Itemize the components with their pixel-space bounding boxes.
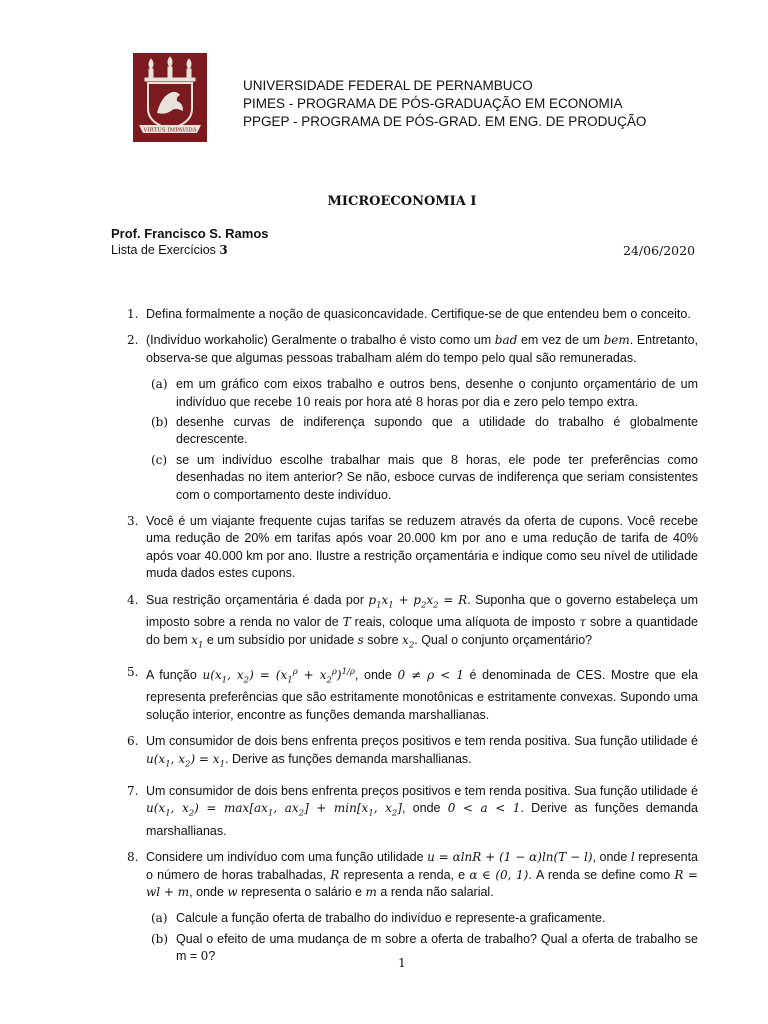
page-number: 1 — [398, 956, 406, 970]
math-run: ) = x — [190, 751, 220, 766]
math-run: ) = max[ax — [194, 800, 268, 815]
question-text — [146, 664, 698, 725]
question-number: 1. — [127, 307, 139, 321]
question-text — [146, 783, 698, 841]
math-sub: 1 — [165, 808, 171, 819]
math-tau: τ — [579, 615, 586, 630]
text-run: sobre a quantidade do bem — [146, 615, 699, 647]
text-run: , onde — [354, 667, 398, 682]
header-line-university: UNIVERSIDADE FEDERAL DE PERNAMBUCO — [243, 78, 533, 93]
question-text — [146, 849, 698, 901]
question-text: Defina formalmente a noção de quasiconcavidade. Certifique-se de que entendeu bem o conceito. — [146, 307, 691, 321]
math-bem: bem — [603, 333, 630, 348]
text-run: , onde — [189, 884, 228, 899]
question-number: 8. — [127, 850, 139, 865]
math-number: 10 — [295, 394, 311, 409]
text-run: em um gráfico com eixos trabalho e outros bens, desenhe o conjunto orçamentário de um indivíduo que recebe — [176, 377, 698, 409]
math-x1 — [191, 632, 204, 651]
text-run: horas, ele pode ter preferências como desenhadas no item anterior? Se não, esboce curvas de indiferença que seriam consistentes com o comportamento deste indivíduo. — [176, 452, 698, 502]
math-x: x — [402, 632, 409, 647]
math-run: , x — [227, 667, 244, 682]
math-sup: ρ — [292, 666, 298, 677]
text-run: . Entretanto, observa-se que algumas pessoas trabalham além do tempo pelo qual são remuneradas. — [146, 333, 698, 365]
subitem-b — [146, 414, 698, 449]
math-run: ) = (x — [249, 667, 288, 682]
subitem-text — [176, 376, 698, 411]
question-6 — [111, 733, 698, 773]
question-number: 7. — [127, 783, 139, 798]
math-l: l — [630, 850, 635, 865]
math-sub: 2 — [243, 675, 250, 686]
subitem-text: Calcule a função oferta de trabalho do indivíduo e represente-a graficamente. — [176, 911, 606, 926]
question-number: 2. — [127, 333, 139, 348]
text-run: Qual o efeito de uma mudança de m sobre a oferta de trabalho? Qual a oferta de trabalho se m = — [176, 931, 698, 964]
text-run: representa o salário e — [237, 884, 366, 899]
text-run: . Qual o conjunto orçamentário? — [414, 632, 593, 647]
math-run: u(x — [146, 800, 166, 815]
question-8 — [111, 849, 698, 965]
math-run: , ax — [273, 800, 299, 815]
math-sub: 2 — [298, 808, 305, 819]
subitems — [146, 376, 698, 504]
question-number: 4. — [127, 592, 139, 607]
math-sub: 1 — [219, 759, 225, 770]
logo-motto: VIRTUS IMPAVIDA — [143, 127, 197, 134]
question-text — [146, 733, 698, 773]
math-R: R — [330, 867, 340, 882]
math-alpha: α ∈ (0, 1) — [469, 867, 529, 882]
math-sub: 1 — [287, 675, 293, 686]
text-run: ? — [208, 949, 216, 964]
text-run: A função — [146, 667, 203, 682]
math-sub: 2 — [185, 759, 191, 770]
text-run: representa a renda, e — [339, 867, 470, 882]
math-sub: 2 — [326, 675, 332, 686]
question-number: 3. — [127, 514, 139, 529]
text-run: representa o número de horas trabalhadas, — [146, 850, 699, 882]
math-run: u(x — [202, 667, 222, 682]
text-run: , onde — [401, 800, 448, 815]
math-run: , x — [373, 800, 392, 815]
text-run: horas por dia e zero pelo tempo extra. — [423, 394, 639, 409]
math-run: + x — [297, 667, 327, 682]
math-x: x — [191, 632, 198, 647]
question-7 — [111, 783, 698, 841]
question-text — [146, 332, 698, 367]
math-run: ) — [336, 667, 342, 682]
list-number: 3 — [219, 243, 228, 257]
math-utility-function — [146, 751, 225, 770]
university-crest-icon — [133, 53, 207, 142]
math-income-definition: R = wl + m — [146, 867, 698, 899]
text-run: . Derive as funções demanda marshallianas. — [146, 800, 698, 838]
math-sub: 2 — [408, 640, 415, 651]
text-run: em vez de um — [517, 333, 604, 348]
header-line-pimes: PIMES - PROGRAMA DE PÓS-GRADUAÇÃO EM ECONOMIA — [243, 96, 623, 111]
math-T: T — [342, 615, 351, 630]
text-run: reais por hora até — [310, 394, 416, 409]
math-sub: 1 — [267, 808, 274, 819]
math-s: s — [357, 632, 364, 647]
subitem-text — [176, 452, 698, 504]
course-title: MICROECONOMIA I — [327, 194, 477, 209]
math-sub: 1 — [376, 600, 382, 611]
math-sub: 1 — [368, 808, 374, 819]
math-utility-function: u = αlnR + (1 − α)ln(T − l) — [427, 850, 593, 865]
text-run: Um consumidor de dois bens enfrenta preços positivos e tem renda positiva. Sua função utilidade é — [146, 783, 698, 798]
text-run: Considere um indivíduo com uma função utilidade — [146, 850, 428, 865]
subitem-c — [146, 452, 698, 504]
header-line-ppgep: PPGEP - PROGRAMA DE PÓS-GRAD. EM ENG. DE PRODUÇÃO — [243, 114, 647, 129]
text-run: (Indivíduo workaholic) Geralmente o trabalho é visto como um — [146, 333, 495, 348]
math-run: u(x — [146, 751, 166, 766]
math-sup: ρ — [331, 666, 337, 677]
text-run: . Suponha que o governo estabeleça um imposto sobre a renda no valor de — [146, 592, 698, 630]
exercise-list — [111, 306, 698, 975]
math-op: + — [393, 592, 414, 607]
math-sub: 1 — [197, 640, 204, 651]
question-4 — [111, 592, 698, 655]
question-3 — [111, 513, 698, 583]
math-m: m — [365, 884, 377, 899]
math-sub: 1 — [165, 759, 171, 770]
subitem-label: (b) — [151, 415, 169, 430]
document-date: 24/06/2020 — [623, 243, 696, 258]
math-utility-function — [146, 800, 402, 819]
question-1 — [111, 306, 698, 323]
math-condition: 0 < a < 1 — [447, 800, 521, 815]
text-run: é denominada de CES. Mostre que ela representa preferências que são estritamente monotônicas e estritamente convexas. Supondo uma solução interior, encontre as funções demanda marshallianas. — [146, 667, 698, 722]
subitem-label: (a) — [151, 377, 168, 392]
text-run: sobre — [363, 632, 403, 647]
subitem-label: (b) — [151, 931, 169, 946]
math-sub: 1 — [388, 600, 394, 611]
math-run: , x — [170, 800, 189, 815]
math-number: 8 — [450, 452, 459, 467]
exercise-list-label — [111, 243, 228, 257]
math-number: 0 — [200, 949, 209, 964]
text-run: Um consumidor de dois bens enfrenta preços positivos e tem renda positiva. Sua função utilidade é — [146, 734, 698, 749]
text-run: , onde — [592, 850, 631, 865]
text-run: . A renda se define como — [528, 867, 675, 882]
question-2 — [111, 332, 698, 504]
subitem-label: (a) — [151, 911, 168, 926]
math-sub: 2 — [420, 600, 427, 611]
text-run: e um subsídio por unidade — [203, 632, 358, 647]
question-text: Você é um viajante frequente cujas tarifas se reduzem através da oferta de cupons. Você recebe uma redução de 20% em tarifas após voar 20.000 km por ano e uma redução de tarifa de 40% após voar 40.000 km por ano. Ilustre a restrição orçamentária e indique como seu nível de utilidade muda dados estes cupons. — [146, 514, 698, 581]
subitem-a — [146, 910, 698, 927]
math-sub: 2 — [433, 600, 439, 611]
institution-header — [243, 77, 646, 131]
math-x: x — [426, 592, 434, 607]
math-w: w — [227, 884, 238, 899]
math-run: , x — [170, 751, 186, 766]
math-sup: 1/ρ — [341, 666, 355, 677]
math-p: p — [413, 592, 421, 607]
math-x: x — [381, 592, 389, 607]
math-op: = — [438, 592, 459, 607]
math-sub: 2 — [188, 808, 195, 819]
subitem-text: desenhe curvas de indiferença supondo que a utilidade do trabalho é globalmente decrescente. — [176, 415, 698, 447]
math-R: R — [458, 592, 468, 607]
question-number: 5. — [127, 664, 139, 679]
math-number: 8 — [415, 394, 424, 409]
math-run: ] + min[x — [304, 800, 369, 815]
text-run: se um indivíduo escolhe trabalhar mais que — [176, 452, 451, 467]
subitem-a — [146, 376, 698, 411]
professor-name: Prof. Francisco S. Ramos — [111, 226, 269, 241]
math-run: ] — [397, 800, 402, 815]
text-run: reais, coloque uma alíquota de imposto — [350, 615, 580, 630]
subitem-label: (c) — [151, 452, 168, 467]
university-logo — [133, 53, 207, 142]
text-run: a renda não salarial. — [376, 884, 494, 899]
math-p: p — [368, 592, 377, 607]
question-number: 6. — [127, 734, 139, 749]
text-run: Sua restrição orçamentária é dada por — [146, 592, 369, 607]
question-5 — [111, 664, 698, 725]
math-condition: 0 ≠ ρ < 1 — [397, 667, 464, 682]
math-sub: 2 — [391, 808, 398, 819]
math-budget-equation — [368, 592, 468, 611]
question-text — [146, 592, 698, 655]
math-ces-function — [202, 666, 355, 686]
math-bad: bad — [494, 333, 518, 348]
math-sub: 1 — [221, 675, 228, 686]
list-label: Lista de Exercícios — [111, 243, 216, 257]
text-run: . Derive as funções demanda marshallianas. — [225, 751, 472, 766]
math-x2 — [402, 632, 415, 651]
